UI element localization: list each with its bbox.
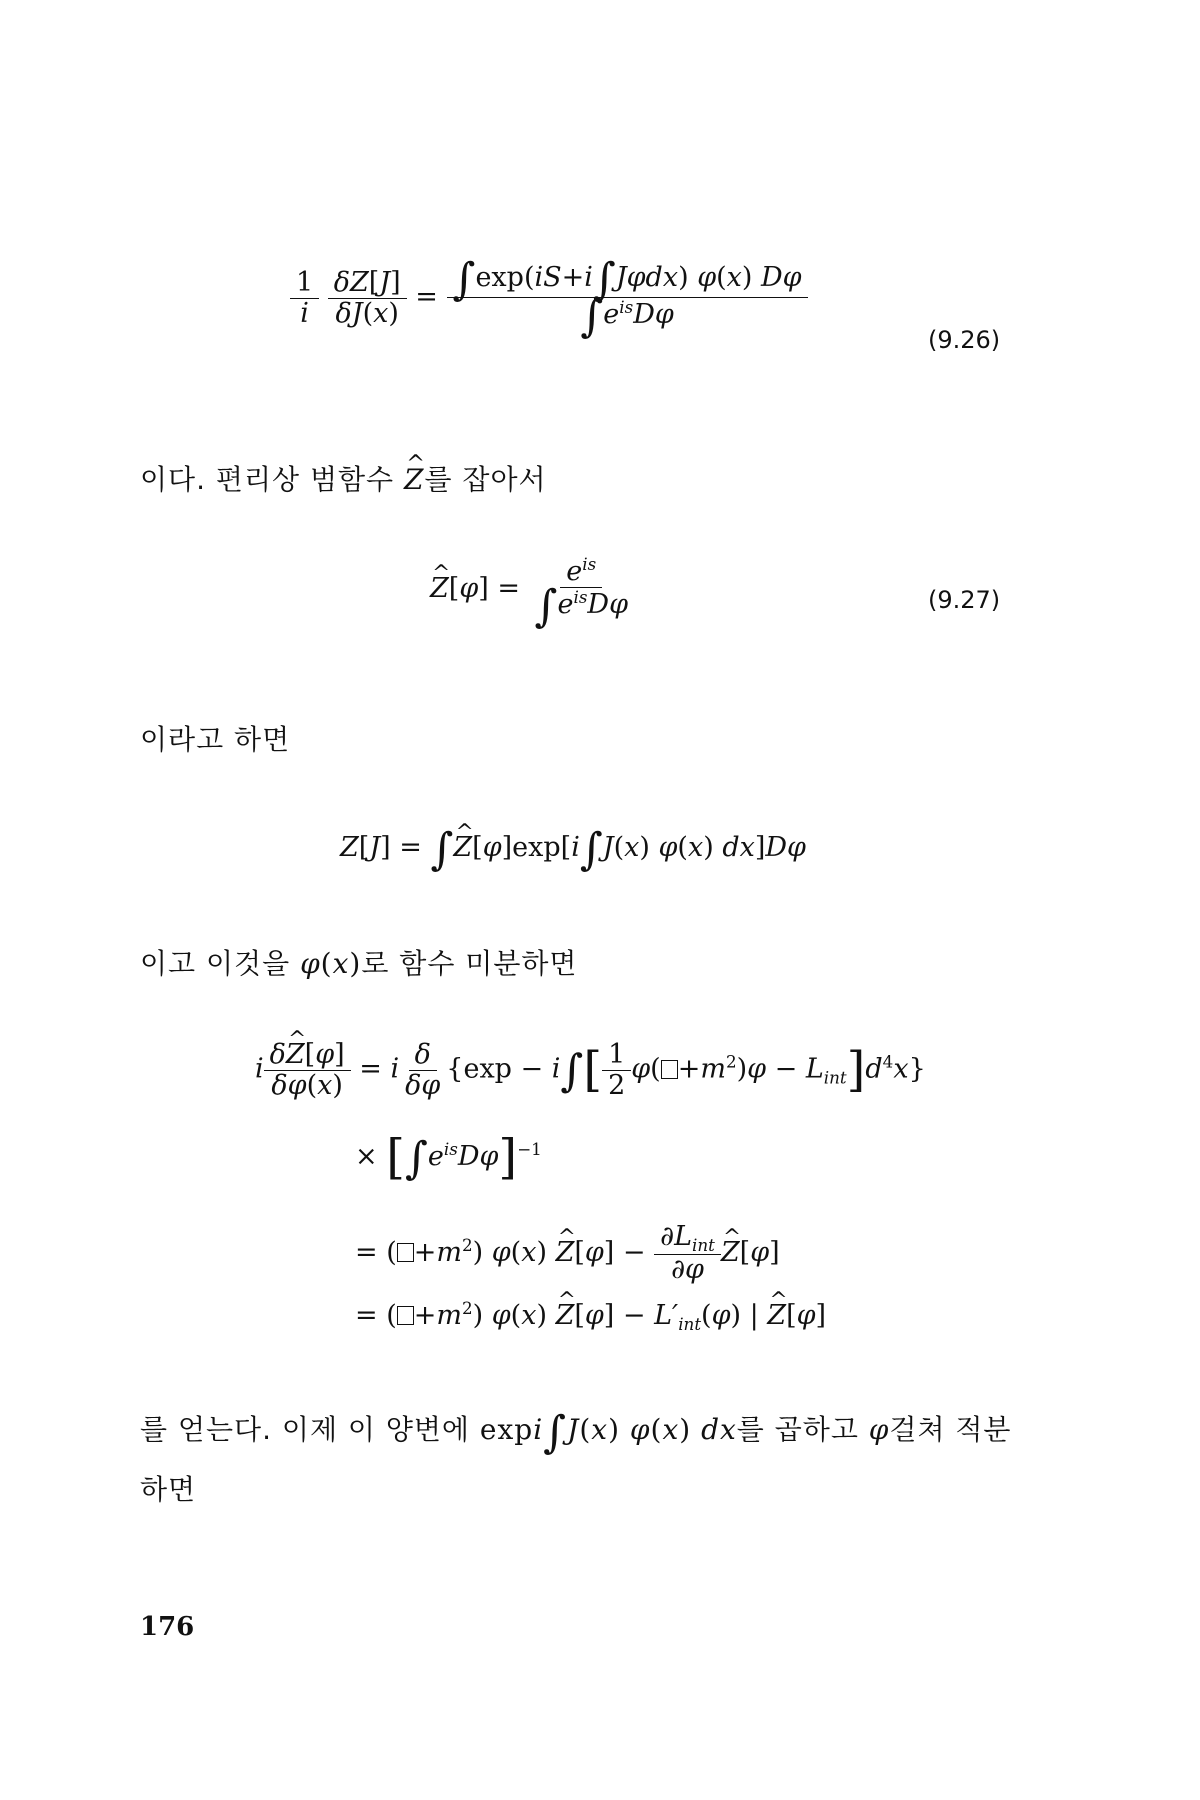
fraction-functional-derivative: $\frac{\delta Z[J]}{\delta J(x)}$ (328, 268, 407, 328)
paragraph-4-mid: 를 곱하고 (736, 1413, 859, 1446)
derivation-line-1: i $\frac{\delta\^{} Z[\varphi]}{\delta\varphi(x)}$ = i $\frac{\delta}{\delta\varphi}$ {exp − i∫[ $\frac{1}{2}$ $\varphi( +m^2)\varphi - L_{int}]d^4x$} (255, 1040, 926, 1100)
equation-9-27: ^ Z[φ] = $\frac{e^{is}}{\int e^{is}D\varphi}$ (430, 555, 634, 624)
equation-number-9-27: (9.27) (928, 586, 1001, 614)
paragraph-4-head: 를 얻는다. 이제 이 양변에 (140, 1413, 470, 1446)
page-number: 176 (140, 1612, 195, 1642)
fraction-generating-ratio: $\frac{\text{∫exp(iS+i∫Jφdx) φ(x) Dφ}}{\int e^{is}D\varphi}$ (447, 262, 808, 334)
paragraph-3-tail: 로 함수 미분하면 (361, 947, 578, 980)
derivation-line-3: = ( $+m^2$) φ(x) ^ Z[φ] − $\frac{\partial L_{int}}{\partial\varphi}$ ^ Z[φ] (355, 1222, 780, 1285)
equation-number-9-26: (9.26) (928, 326, 1001, 354)
fraction-z-hat: $\frac{e^{is}}{\int e^{is}D\varphi}$ (534, 554, 628, 632)
paragraph-1-text: 이다. 편리상 범함수 (140, 463, 395, 496)
fraction-one-over-i: $\frac{1}{i}$ (290, 268, 319, 328)
derivation-line-4: = ( $+m^2$) φ(x) ^ $Z[\varphi] - L'_{int}(\varphi)$ | ^ Z[φ] (355, 1298, 826, 1334)
paragraph-3-head: 이고 이것을 (140, 947, 291, 980)
equation-z-of-j: Z[J] = ∫^ Z[φ]exp[i∫J(x) φ(x) dx]Dφ (340, 832, 806, 867)
derivation-line-2: × $[\int e^{is}D\varphi]^{-1}$ (355, 1129, 542, 1185)
equation-9-26: $\frac{1}{i}$ $\frac{\delta Z[J]}{\delta J(x)}$ = $\frac{\text{∫exp(iS+i∫Jφdx) φ(x) Dφ}}{\int e^{is}D\varphi}$ (290, 262, 810, 334)
paragraph-2: 이라고 하면 (140, 723, 291, 756)
paragraph-1-tail: 를 잡아서 (424, 463, 547, 496)
paragraph-3: 이고 이것을 φ(x)로 함수 미분하면 (140, 947, 578, 980)
phi-of-x-symbol: φ (300, 947, 321, 980)
paragraph-1 (140, 458, 547, 498)
paragraph-4: 를 얻는다. 이제 이 양변에 expi∫J(x) φ(x) dx를 곱하고 φ걸쳐 적분 (140, 1407, 1012, 1458)
z-hat-symbol: ^ Z (404, 463, 424, 496)
paragraph-4-tail: 걸쳐 적분 (889, 1413, 1012, 1446)
paragraph-5: 하면 (140, 1473, 197, 1506)
